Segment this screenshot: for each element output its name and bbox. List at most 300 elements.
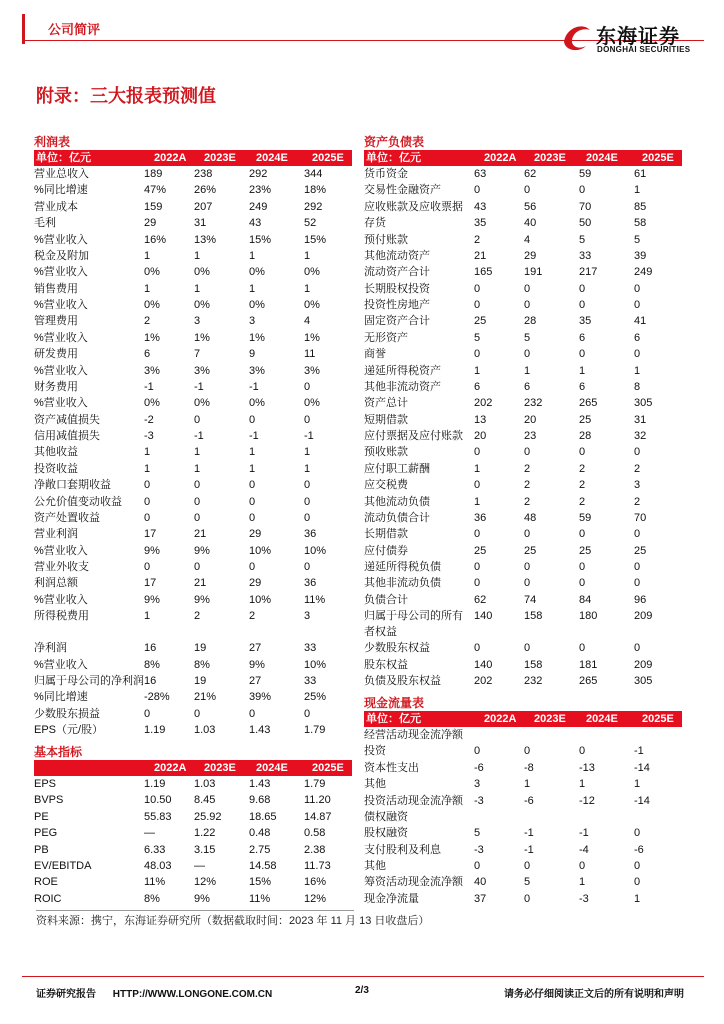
cashflow-row — [364, 809, 682, 825]
balance-row — [364, 608, 682, 640]
basic-row — [34, 858, 352, 874]
balance-unit: 单位：亿元 — [366, 152, 421, 164]
income-row-label: %营业收入 — [34, 331, 88, 344]
balance-row-value: 0 — [524, 282, 531, 295]
income-row — [34, 559, 352, 575]
basic-year-4: 2025E — [312, 762, 344, 774]
income-row-value: 9% — [249, 658, 265, 671]
income-row-label: %营业收入 — [34, 397, 88, 410]
balance-row-label: 负债及股东权益 — [364, 674, 441, 687]
basic-row-value: 18.65 — [249, 810, 277, 823]
balance-row-value: 32 — [634, 430, 647, 442]
balance-row-value: 25 — [474, 544, 487, 557]
income-row-value: 0 — [304, 511, 311, 524]
income-row — [34, 199, 352, 215]
balance-row-value: 2 — [579, 495, 586, 508]
balance-row-value: 1 — [474, 364, 481, 377]
income-row-value: 1 — [144, 282, 151, 295]
income-row-value: -1 — [249, 430, 259, 442]
basic-row-value: 55.83 — [144, 810, 172, 823]
balance-sheet-table — [364, 134, 682, 689]
basic-row-value: 11% — [144, 876, 166, 889]
balance-row-value: 0 — [579, 282, 586, 295]
income-row-label: 营业利润 — [34, 528, 78, 541]
balance-row-value: 0 — [579, 184, 586, 197]
income-row-value: -28% — [144, 691, 170, 704]
balance-row-value: 0 — [474, 561, 481, 573]
cashflow-row-label: 投资活动现金流净额 — [364, 794, 463, 807]
income-row-label: 营业外收支 — [34, 561, 89, 573]
section-title: 附录：三大报表预测值 — [36, 86, 216, 106]
balance-row-label: 存货 — [364, 217, 386, 230]
balance-row-value: 0 — [524, 561, 531, 573]
balance-row-value: 70 — [579, 200, 592, 213]
income-row-value: 1 — [144, 446, 151, 459]
balance-row-value: 158 — [524, 658, 543, 671]
income-unit: 单位：亿元 — [36, 152, 91, 164]
income-row-label: 销售费用 — [34, 282, 78, 295]
income-row-value: 1 — [304, 446, 311, 459]
basic-row-label: ROE — [34, 876, 58, 889]
balance-row — [364, 673, 682, 689]
cashflow-row — [364, 842, 682, 858]
balance-row-value: 0 — [579, 577, 586, 590]
balance-row-label: 短期借款 — [364, 413, 408, 426]
balance-row-value: 0 — [474, 184, 481, 197]
income-row-value: 1 — [249, 249, 256, 262]
income-row — [34, 330, 352, 346]
basic-row-value: 12% — [304, 892, 327, 905]
basic-row-value: 14.87 — [304, 810, 332, 823]
cashflow-row-value: 37 — [474, 892, 487, 905]
cashflow-row-value: 5 — [474, 827, 481, 840]
cashflow-row-label: 支付股利及利息 — [364, 843, 441, 856]
balance-row-value: 265 — [579, 674, 598, 687]
income-row-value: 0% — [249, 299, 265, 311]
balance-row — [364, 297, 682, 313]
balance-row-label: 无形资产 — [364, 331, 408, 344]
income-row-value: 0 — [304, 479, 311, 492]
income-year-3: 2024E — [256, 152, 288, 164]
basic-row-value: 10.50 — [144, 794, 172, 807]
basic-row — [34, 792, 352, 808]
income-row-value: 16% — [144, 233, 167, 246]
income-row-value: 36 — [304, 528, 317, 541]
balance-row-value: 232 — [524, 397, 543, 410]
cashflow-row-value: -1 — [524, 843, 534, 856]
income-row-value: 0% — [194, 266, 210, 279]
balance-row — [364, 215, 682, 231]
basic-row-value: 2.38 — [304, 843, 326, 856]
income-row — [34, 494, 352, 510]
income-row-label: 毛利 — [34, 217, 56, 230]
income-title: 利润表 — [34, 135, 71, 149]
basic-row-value: 11% — [249, 892, 271, 905]
income-row-value: 1 — [304, 462, 311, 475]
balance-row-value: 0 — [474, 348, 481, 361]
income-row-value: 8% — [194, 658, 210, 671]
balance-row — [364, 592, 682, 608]
income-row-value: 292 — [304, 200, 323, 213]
basic-title: 基本指标 — [34, 745, 83, 759]
balance-row-value: 2 — [634, 495, 641, 508]
income-row-value: 9 — [249, 348, 256, 361]
basic-row-value: 48.03 — [144, 859, 172, 872]
balance-row — [364, 494, 682, 510]
income-row-label: %同比增速 — [34, 184, 88, 197]
balance-row-value: 165 — [474, 266, 493, 279]
cashflow-row-value: -3 — [474, 794, 484, 807]
income-row-label: 净利润 — [34, 642, 67, 655]
income-year-2: 2023E — [204, 152, 236, 164]
income-row-value: 1 — [304, 249, 311, 262]
cashflow-unit: 单位：亿元 — [366, 713, 421, 725]
balance-row-value: 20 — [524, 413, 537, 426]
cashflow-year-4: 2025E — [642, 713, 674, 725]
balance-row — [364, 526, 682, 542]
income-row-value: 18% — [304, 184, 327, 197]
balance-row-value: 4 — [524, 233, 531, 246]
source-divider — [36, 910, 354, 911]
balance-year-3: 2024E — [586, 152, 618, 164]
balance-row-value: 2 — [474, 233, 481, 246]
balance-row-value: 209 — [634, 610, 653, 623]
balance-row — [364, 412, 682, 428]
income-row-value: 0% — [304, 266, 320, 279]
income-row-value: -2 — [144, 413, 154, 426]
income-row-value: 10% — [249, 593, 272, 606]
footer-url-link[interactable]: HTTP://WWW.LONGONE.COM.CN — [112, 989, 273, 1000]
cashflow-row-label: 经营活动现金流净额 — [364, 729, 463, 741]
income-row-value: 21 — [194, 577, 207, 590]
basic-row-value: 11.20 — [304, 794, 331, 807]
income-row-value: 11 — [304, 348, 316, 361]
balance-row-value: 31 — [634, 413, 647, 426]
balance-row-value: 305 — [634, 674, 653, 687]
balance-row-value: 58 — [634, 217, 647, 230]
balance-row-value: 56 — [524, 200, 537, 213]
balance-row — [364, 363, 682, 379]
cashflow-row-value: 0 — [524, 745, 531, 758]
balance-row-value: 1 — [579, 364, 586, 377]
income-row-label: %营业收入 — [34, 544, 88, 557]
basic-row — [34, 874, 352, 890]
cashflow-title: 现金流量表 — [364, 696, 425, 710]
income-row-value: 27 — [249, 674, 262, 687]
balance-row-value: 41 — [634, 315, 647, 328]
income-row-label: 归属于母公司的净利润 — [34, 674, 144, 687]
basic-indicators-table — [34, 744, 352, 907]
footer-report-label: 证券研究报告 — [36, 989, 96, 1000]
balance-row — [364, 281, 682, 297]
balance-row — [364, 640, 682, 656]
income-row-value: 3% — [249, 364, 265, 377]
balance-row-value: 21 — [474, 249, 487, 262]
basic-row — [34, 809, 352, 825]
income-row-value: 13% — [194, 233, 217, 246]
income-row-value: 0 — [249, 495, 256, 508]
cashflow-row-value: -6 — [634, 843, 644, 856]
cashflow-row-value: 0 — [579, 860, 586, 872]
cashflow-year-2: 2023E — [534, 713, 566, 725]
balance-row-label: 应付票据及应付账款 — [364, 430, 463, 442]
balance-year-4: 2025E — [642, 152, 674, 164]
balance-row-label: 交易性金融资产 — [364, 184, 441, 197]
balance-row-value: 6 — [579, 380, 586, 393]
balance-row — [364, 313, 682, 329]
income-row-value: 0 — [304, 707, 311, 720]
income-row-value: 15% — [249, 233, 272, 246]
income-row-value: 0% — [144, 397, 160, 410]
income-row — [34, 379, 352, 395]
balance-row — [364, 543, 682, 559]
balance-row-label: 长期股权投资 — [364, 282, 430, 295]
income-row — [34, 608, 352, 640]
income-row-value: 29 — [144, 217, 157, 230]
income-row-value: 159 — [144, 200, 163, 213]
income-row-value: 10% — [304, 544, 327, 557]
cashflow-row-value: 0 — [634, 876, 641, 889]
basic-row-value: 1.43 — [249, 778, 271, 790]
income-row — [34, 395, 352, 411]
income-year-1: 2022A — [154, 152, 187, 164]
balance-row-value: 50 — [579, 217, 592, 230]
balance-row — [364, 199, 682, 215]
balance-row-value: 35 — [579, 315, 592, 328]
income-row — [34, 428, 352, 444]
cashflow-row — [364, 776, 682, 792]
income-row-value: 189 — [144, 168, 163, 180]
income-row-value: 0 — [194, 707, 201, 720]
balance-row-value: 1 — [634, 364, 641, 377]
basic-row-value: 1.22 — [194, 827, 216, 840]
balance-row-value: 1 — [474, 495, 481, 508]
balance-row-label: 货币资金 — [364, 168, 408, 180]
income-row-value: 1.03 — [194, 724, 216, 736]
income-row-value: 0 — [304, 380, 311, 393]
balance-row — [364, 559, 682, 575]
balance-row — [364, 330, 682, 346]
footer-divider — [22, 976, 704, 977]
cashflow-row-value: 1 — [524, 778, 531, 791]
income-row-value: -1 — [194, 380, 204, 393]
balance-row-value: 5 — [634, 233, 641, 246]
balance-row-value: 0 — [524, 528, 531, 541]
income-row-value: 10% — [249, 544, 272, 557]
balance-row-value: 6 — [634, 331, 641, 344]
balance-row-value: 140 — [474, 658, 493, 671]
basic-row-label: EPS — [34, 778, 57, 790]
balance-row-value: 28 — [579, 430, 592, 442]
balance-row-value: 43 — [474, 200, 487, 213]
cashflow-row-value: 0 — [474, 745, 481, 758]
income-row-value: 23% — [249, 184, 272, 197]
basic-year-3: 2024E — [256, 762, 288, 774]
balance-row-value: 0 — [579, 446, 586, 459]
cashflow-row — [364, 891, 682, 907]
income-row — [34, 248, 352, 264]
income-row-value: 0% — [194, 397, 210, 410]
balance-row — [364, 264, 682, 280]
balance-row-value: 20 — [474, 430, 487, 442]
basic-row-value: 14.58 — [249, 859, 277, 872]
cashflow-rows — [364, 727, 682, 907]
balance-row-value: 63 — [474, 168, 487, 180]
balance-row-value: 0 — [634, 348, 641, 361]
balance-row-value: 2 — [634, 462, 641, 475]
balance-row-value: 0 — [634, 642, 641, 655]
balance-row-value: 0 — [474, 479, 481, 492]
balance-title: 资产负债表 — [364, 135, 425, 149]
income-row-value: 4 — [304, 315, 311, 328]
balance-row-label: 应付债券 — [364, 544, 408, 557]
balance-row-value: 0 — [579, 642, 586, 655]
cashflow-row-value: -3 — [474, 843, 484, 856]
income-row-value: 0 — [144, 511, 151, 524]
balance-row-label: 负债合计 — [364, 593, 408, 606]
income-row-value: 0% — [304, 299, 320, 311]
balance-row-label: 递延所得税负债 — [364, 561, 441, 573]
income-row-label: 利润总额 — [34, 577, 78, 590]
balance-row-value: 6 — [579, 331, 586, 344]
income-row-value: 0 — [194, 479, 201, 492]
income-row — [34, 689, 352, 705]
income-row-label: %营业收入 — [34, 233, 88, 246]
balance-row-value: 181 — [579, 658, 598, 671]
income-row-label: 所得税费用 — [34, 610, 89, 623]
income-row-value: 1% — [249, 331, 265, 344]
basic-row-value: 11.73 — [304, 859, 331, 872]
income-row-value: 11% — [304, 593, 326, 606]
income-row — [34, 313, 352, 329]
basic-row-value: 9% — [194, 892, 210, 905]
balance-row-value: 5 — [474, 331, 481, 344]
income-row-value: 0 — [249, 413, 256, 426]
income-row — [34, 363, 352, 379]
income-row-value: -1 — [144, 380, 154, 393]
income-row-value: 1.19 — [144, 724, 166, 736]
income-row-label: 资产减值损失 — [34, 413, 100, 426]
income-row-value: 9% — [194, 544, 210, 557]
balance-row-value: 0 — [474, 299, 481, 311]
balance-row-value: 25 — [524, 544, 537, 557]
income-row-value: 27 — [249, 642, 262, 655]
basic-row-label: PE — [34, 810, 49, 823]
balance-row — [364, 575, 682, 591]
basic-row — [34, 891, 352, 907]
balance-row-value: 158 — [524, 610, 543, 623]
cashflow-row-label: 其他 — [364, 778, 386, 791]
balance-row-value: 13 — [474, 413, 487, 426]
balance-row-value: 84 — [579, 593, 592, 606]
income-row-value: 29 — [249, 528, 262, 541]
balance-row-label: 流动负债合计 — [364, 511, 430, 524]
balance-row — [364, 232, 682, 248]
income-row-value: 0 — [304, 561, 311, 573]
balance-row-value: 265 — [579, 397, 598, 410]
balance-row-value: 0 — [474, 577, 481, 590]
basic-row-value: 3.15 — [194, 843, 216, 856]
income-row-value: 3 — [249, 315, 256, 328]
income-row-value: 1 — [194, 282, 201, 295]
balance-row-value: 33 — [579, 249, 592, 262]
cashflow-row-value: -1 — [634, 745, 644, 758]
income-row-value: -3 — [144, 430, 154, 442]
income-row-label: EPS（元/股） — [34, 724, 104, 736]
basic-row-value: 0.48 — [249, 827, 271, 840]
cashflow-row-label: 现金净流量 — [364, 892, 419, 905]
income-row-value: 0 — [144, 479, 151, 492]
income-row-label: 其他收益 — [34, 446, 78, 459]
income-row-value: 0 — [144, 707, 151, 720]
balance-row-value: 2 — [524, 495, 531, 508]
cashflow-row — [364, 793, 682, 809]
basic-header-row — [34, 760, 352, 776]
cashflow-row — [364, 825, 682, 841]
income-row-value: 31 — [194, 217, 207, 230]
income-row-value: 0% — [144, 299, 160, 311]
income-header-row — [34, 150, 352, 166]
basic-row-label: PEG — [34, 827, 58, 840]
balance-row — [364, 379, 682, 395]
balance-row-value: 0 — [634, 577, 641, 590]
income-row-value: 0 — [194, 413, 201, 426]
cashflow-row-label: 筹资活动现金流净额 — [364, 876, 463, 889]
balance-row-value: 61 — [634, 168, 647, 180]
balance-row-label: 商誉 — [364, 348, 386, 361]
balance-row-value: 35 — [474, 217, 487, 230]
basic-row-label: BVPS — [34, 794, 64, 807]
cashflow-row-value: -14 — [634, 761, 650, 774]
balance-row-value: 191 — [524, 266, 543, 279]
income-row-value: 1 — [144, 249, 151, 262]
balance-row — [364, 657, 682, 673]
balance-row-label: 资产总计 — [364, 397, 408, 410]
balance-row-value: 202 — [474, 674, 493, 687]
income-row-value: 207 — [194, 200, 213, 213]
basic-row-label: EV/EBITDA — [34, 859, 92, 872]
income-row-value: 1 — [194, 446, 201, 459]
balance-row-value: 2 — [579, 462, 586, 475]
income-row — [34, 461, 352, 477]
income-row — [34, 166, 352, 182]
balance-row-value: 59 — [579, 511, 592, 524]
basic-row-value: 9.68 — [249, 794, 271, 807]
cashflow-row — [364, 743, 682, 759]
logo-english-name: DONGHAI SECURITIES — [597, 45, 691, 54]
income-row-value: 8% — [144, 658, 160, 671]
income-row-value: 0% — [249, 397, 265, 410]
balance-row-value: 0 — [474, 528, 481, 541]
balance-row — [364, 444, 682, 460]
balance-row-value: 70 — [634, 511, 647, 524]
income-row-value: 1.79 — [304, 724, 326, 736]
balance-row-value: 1 — [634, 184, 641, 197]
basic-row-value: 1.79 — [304, 778, 326, 790]
income-row-value: 6 — [144, 348, 151, 361]
balance-row — [364, 477, 682, 493]
income-row-value: 0% — [249, 266, 265, 279]
balance-row-value: 85 — [634, 200, 647, 213]
income-row-value: 1% — [194, 331, 210, 344]
income-row-value: 2 — [194, 610, 201, 623]
income-row — [34, 346, 352, 362]
balance-row-value: 0 — [579, 348, 586, 361]
income-row-value: 0 — [249, 561, 256, 573]
balance-row-label: 归属于母公司的所有者权益 — [364, 610, 463, 639]
income-row-value: 1 — [194, 249, 201, 262]
income-row-label: 税金及附加 — [34, 249, 89, 262]
